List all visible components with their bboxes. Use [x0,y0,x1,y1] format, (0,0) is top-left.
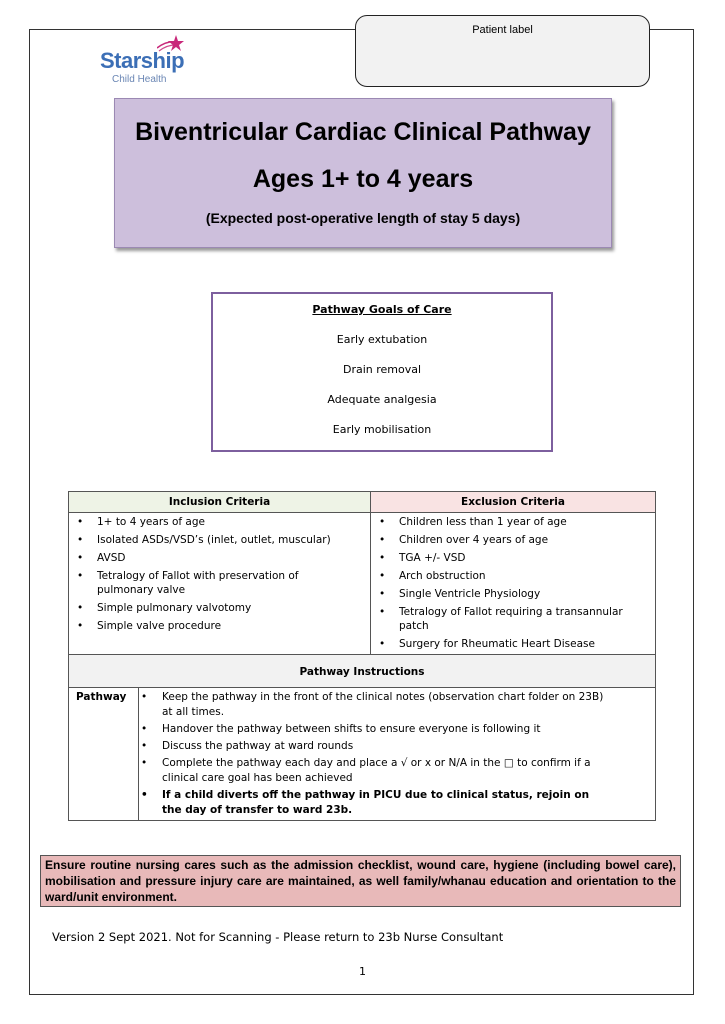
inclusion-item: • AVSD [69,551,370,565]
inclusion-item: • Simple valve procedure [69,619,370,633]
inclusion-column [69,513,371,654]
instruction-item: • Keep the pathway in the front of the clinical notes (observation chart folder on 23B) at all times. [139,690,655,720]
inclusion-item: • Isolated ASDs/VSD’s (inlet, outlet, muscular) [69,533,370,547]
inclusion-item: • Simple pulmonary valvotomy [69,601,370,615]
criteria-table [68,491,656,821]
goal-item: Drain removal [342,363,422,376]
patient-label-text: Patient label [472,24,533,36]
exclusion-item: • Tetralogy of Fallot requiring a transannular patch [371,605,655,633]
inclusion-item: • Tetralogy of Fallot with preservation of pulmonary valve [69,569,370,597]
goals-heading: Pathway Goals of Care [312,303,452,316]
goal-item: Early extubation [336,333,428,346]
patient-label-box [355,15,650,87]
inclusion-item: • 1+ to 4 years of age [69,515,370,529]
title-box [114,98,612,248]
starship-logo [100,34,190,89]
exclusion-item: • Surgery for Rheumatic Heart Disease [371,637,655,651]
exclusion-item: • TGA +/- VSD [371,551,655,565]
instruction-item: • Discuss the pathway at ward rounds [139,739,655,754]
nursing-care-note: Ensure routine nursing cares such as the admission checklist, wound care, hygiene (including bowel care), mobilisation and pressure injury care are maintained, as well family/whanau education and orientation to the ward/unit environment. [40,855,681,907]
goal-item: Adequate analgesia [327,393,437,406]
instruction-item: • If a child diverts off the pathway in PICU due to clinical status, rejoin on the day of transfer to ward 23b. [139,788,655,818]
pathway-label: Pathway [69,688,139,820]
exclusion-heading: Exclusion Criteria [371,492,655,513]
instruction-item: • Handover the pathway between shifts to ensure everyone is following it [139,722,655,737]
age-range: Ages 1+ to 4 years [252,165,474,193]
exclusion-item: • Arch obstruction [371,569,655,583]
exclusion-item: • Single Ventricle Physiology [371,587,655,601]
logo-wordmark: Starship [100,48,185,73]
goals-box [211,292,553,452]
page-title: Biventricular Cardiac Clinical Pathway [135,118,591,146]
exclusion-item: • Children over 4 years of age [371,533,655,547]
goal-item: Early mobilisation [332,423,432,436]
page-number: 1 [359,965,366,978]
version-footer: Version 2 Sept 2021. Not for Scanning - Please return to 23b Nurse Consultant [52,930,504,944]
inclusion-heading: Inclusion Criteria [69,492,371,513]
logo-subtitle: Child Health [112,74,167,85]
length-of-stay: (Expected post-operative length of stay 5 days) [205,210,521,226]
exclusion-column [371,513,655,654]
instruction-item: • Complete the pathway each day and place a √ or x or N/A in the □ to confirm if a clinical care goal has been achieved [139,756,655,786]
instructions-heading: Pathway Instructions [69,654,655,688]
pathway-instructions [139,688,655,820]
exclusion-item: • Children less than 1 year of age [371,515,655,529]
